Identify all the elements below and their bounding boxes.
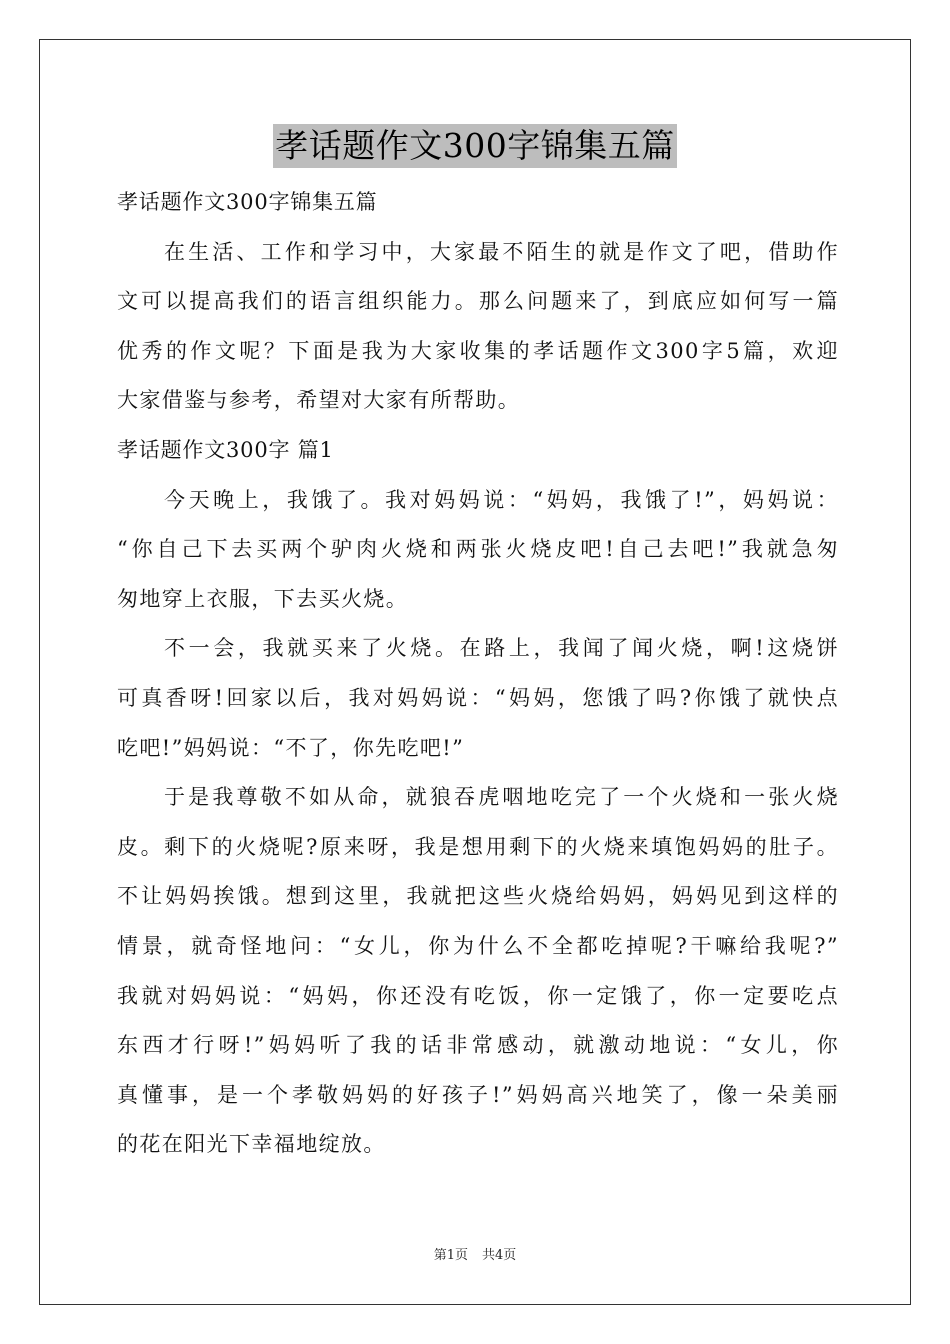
text-line: 皮。剩下的火烧呢?原来呀，我是想用剩下的火烧来填饱妈妈的肚子。 — [117, 834, 839, 859]
text-line: 情景，就奇怪地问：“女儿，你为什么不全都吃掉呢?干嘛给我呢?” — [117, 933, 839, 958]
section-heading: 孝话题作文300字 篇1 — [117, 437, 334, 462]
section-heading: 孝话题作文300字锦集五篇 — [117, 190, 378, 214]
text-line: 在生活、工作和学习中，大家最不陌生的就是作文了吧，借助作 — [164, 239, 839, 264]
text-line: 吃吧!”妈妈说：“不了，你先吃吧!” — [117, 735, 465, 760]
document-body — [117, 178, 839, 1170]
text-line: 匆地穿上衣服，下去买火烧。 — [117, 586, 409, 611]
text-line: 真懂事，是一个孝敬妈妈的好孩子!”妈妈高兴地笑了，像一朵美丽 — [117, 1082, 839, 1107]
text-line: “你自己下去买两个驴肉火烧和两张火烧皮吧!自己去吧!”我就急匆 — [117, 537, 839, 562]
text-line: 文可以提高我们的语言组织能力。那么问题来了，到底应如何写一篇 — [117, 289, 839, 314]
text-line: 于是我尊敬不如从命，就狼吞虎咽地吃完了一个火烧和一张火烧 — [164, 785, 839, 810]
text-line: 大家借鉴与参考，希望对大家有所帮助。 — [117, 388, 521, 413]
text-line: 可真香呀!回家以后，我对妈妈说：“妈妈，您饿了吗?你饿了就快点 — [117, 685, 839, 710]
text-line: 不一会，我就买来了火烧。在路上，我闻了闻火烧，啊!这烧饼 — [164, 636, 839, 661]
title-container — [0, 124, 950, 168]
text-line: 东西才行呀!”妈妈听了我的话非常感动，就激动地说：“女儿，你 — [117, 1033, 839, 1058]
text-line: 今天晚上，我饿了。我对妈妈说：“妈妈，我饿了!”，妈妈说： — [164, 487, 839, 512]
page-footer — [0, 1244, 950, 1263]
text-line: 我就对妈妈说：“妈妈，你还没有吃饭，你一定饿了，你一定要吃点 — [117, 983, 839, 1008]
document-title: 孝话题作文300字锦集五篇 — [273, 124, 677, 168]
page-number: 第1页 — [433, 1248, 468, 1263]
page-total: 共4页 — [482, 1248, 517, 1263]
text-line: 的花在阳光下幸福地绽放。 — [117, 1132, 386, 1157]
text-line: 优秀的作文呢？下面是我为大家收集的孝话题作文300字5篇，欢迎 — [117, 338, 839, 363]
text-line: 不让妈妈挨饿。想到这里，我就把这些火烧给妈妈，妈妈见到这样的 — [117, 884, 839, 909]
